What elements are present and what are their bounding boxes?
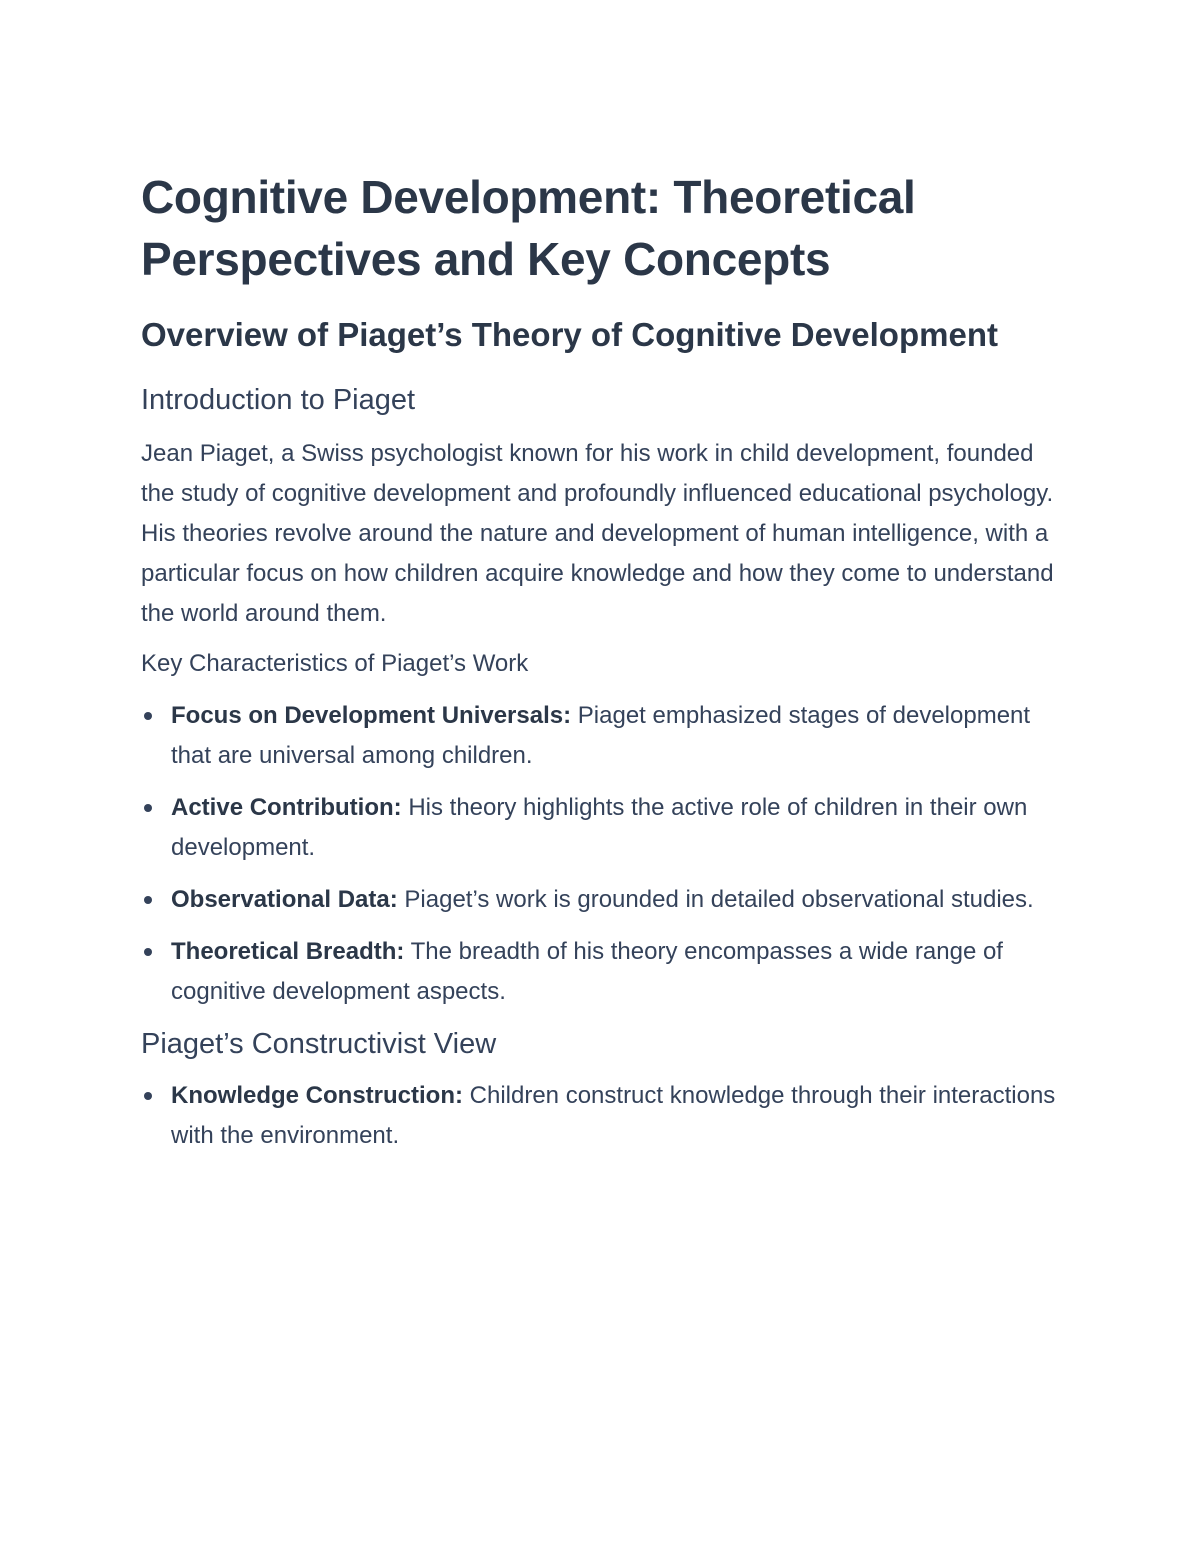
bullet-term: Observational Data:: [171, 886, 398, 913]
bullet-icon: [144, 804, 152, 812]
constructivist-list: [141, 1076, 1060, 1156]
list-item: [141, 932, 1060, 1012]
list-item: [141, 1076, 1060, 1156]
bullet-text: Piaget’s work is grounded in detailed observational studies.: [397, 886, 1034, 913]
list-item: [141, 696, 1060, 776]
bullet-term: Focus on Development Universals:: [171, 702, 572, 729]
key-characteristics-list: [141, 696, 1060, 1012]
list-item: [141, 880, 1060, 920]
intro-heading: Introduction to Piaget: [141, 384, 416, 416]
bullet-term: Active Contribution:: [171, 794, 402, 821]
bullet-text: His theory highlights the active role of children in their own development.: [171, 794, 1028, 861]
list-item: [141, 788, 1060, 868]
bullet-icon: [144, 948, 152, 956]
key-characteristics-heading: Key Characteristics of Piaget’s Work: [141, 650, 529, 677]
bullet-text: Children construct knowledge through their interactions with the environment.: [171, 1082, 1056, 1149]
intro-paragraph: Jean Piaget, a Swiss psychologist known for his work in child development, founded the study of cognitive development and profoundly influenced educational psychology. His theories revolve around the nature and development of human intelligence, with a particular focus on how children acquire knowledge and how they come to understand the world around them.: [141, 440, 1054, 627]
bullet-term: Theoretical Breadth:: [171, 938, 405, 965]
bullet-icon: [144, 896, 152, 904]
bullet-icon: [144, 1092, 152, 1100]
constructivist-heading: Piaget’s Constructivist View: [141, 1028, 497, 1060]
document-title: Cognitive Development: Theoretical Perspectives and Key Concepts: [141, 171, 916, 285]
bullet-term: Knowledge Construction:: [171, 1082, 463, 1109]
section-title: Overview of Piaget’s Theory of Cognitive Development: [141, 316, 998, 353]
bullet-text: The breadth of his theory encompasses a wide range of cognitive development aspects.: [171, 938, 1003, 1005]
bullet-icon: [144, 712, 152, 720]
bullet-text: Piaget emphasized stages of development that are universal among children.: [171, 702, 1031, 769]
